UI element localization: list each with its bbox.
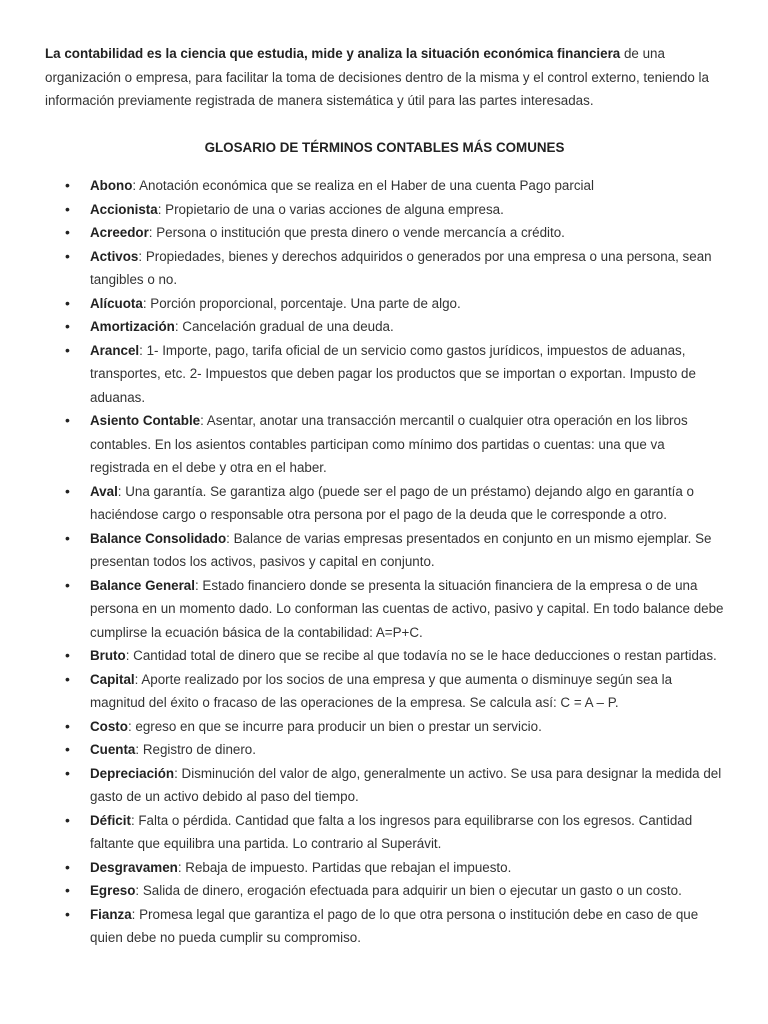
bullet-icon: •	[65, 811, 70, 828]
glossary-definition: : Cantidad total de dinero que se recibe al que todavía no se le hace deducciones o restan partidas.	[125, 648, 717, 663]
bullet-icon: •	[65, 764, 70, 781]
bullet-icon: •	[65, 177, 70, 193]
bullet-icon: •	[65, 224, 70, 240]
glossary-item	[45, 245, 724, 292]
bullet-icon: •	[65, 647, 70, 663]
bullet-icon: •	[65, 905, 70, 922]
glossary-term: Abono	[90, 178, 133, 193]
bullet-icon: •	[65, 318, 70, 334]
glossary-item	[45, 480, 724, 527]
bullet-icon: •	[65, 858, 70, 875]
bullet-icon: •	[65, 294, 70, 311]
glossary-item	[45, 809, 724, 856]
glossary-item	[45, 715, 724, 739]
glossary-definition: : Una garantía. Se garantiza algo (puede ser el pago de un préstamo) dejando algo en garantía o haciéndose cargo o responsable otra persona por el pago de la deuda que le corresponde a otro.	[90, 483, 694, 522]
bullet-icon: •	[65, 576, 70, 593]
glossary-item	[45, 762, 724, 809]
bullet-icon: •	[65, 341, 70, 358]
glossary-definition: : Anotación económica que se realiza en el Haber de una cuenta Pago parcial	[132, 178, 594, 193]
glossary-definition: : Porción proporcional, porcentaje. Una parte de algo.	[142, 295, 461, 311]
glossary-item	[45, 292, 724, 316]
glossary-definition: : Estado financiero donde se presenta la situación financiera de la empresa o de una persona en un momento dado. Lo conforman las cuentas de activo, pasivo y capital. En todo balance debe cumplirse la ecuación básica de la contabilidad: A=P+C.	[90, 577, 724, 640]
glossary-term: Balance General	[90, 577, 195, 593]
glossary-definition: : Persona o institución que presta dinero o vende mercancía a crédito.	[148, 225, 565, 240]
glossary-item	[45, 198, 724, 222]
bullet-icon: •	[65, 670, 70, 687]
bullet-icon: •	[65, 247, 70, 264]
glossary-item	[45, 574, 724, 645]
glossary-item	[45, 668, 724, 715]
glossary-term: Alícuota	[90, 295, 143, 311]
glossary-term: Depreciación	[90, 765, 175, 781]
glossary-term: Aval	[90, 483, 118, 499]
glossary-term: Acreedor	[90, 225, 149, 240]
bullet-icon: •	[65, 482, 70, 499]
bullet-icon: •	[65, 412, 70, 428]
glossary-term: Desgravamen	[90, 859, 178, 875]
glossary-definition: : Propietario de una o varias acciones de alguna empresa.	[157, 201, 504, 217]
glossary-definition: : Aporte realizado por los socios de una empresa y que aumenta o disminuye según sea la magnitud del éxito o fracaso de las operaciones de la empresa. Se calcula así: C = A – P.	[90, 671, 673, 710]
glossary-definition: : Propiedades, bienes y derechos adquiridos o generados por una empresa o una persona, sean tangibles o no.	[90, 248, 712, 287]
glossary-definition: : Falta o pérdida. Cantidad que falta a los ingresos para equilibrarse con los egresos. Cantidad faltante que equilibra una partida. Lo contrario al Superávit.	[90, 812, 693, 851]
glossary-term: Egreso	[90, 883, 136, 898]
glossary-term: Costo	[90, 718, 128, 734]
glossary-term: Bruto	[90, 648, 126, 663]
glossary-definition: : Asentar, anotar una transacción mercantil o cualquier otra operación en los libros contables. En los asientos contables participan como mínimo dos partidas o cuentas: una que va registrada en el debe y otra en el haber.	[90, 413, 688, 475]
glossary-definition: : Rebaja de impuesto. Partidas que rebajan el impuesto.	[177, 859, 512, 875]
glossary-item	[45, 527, 724, 574]
glossary-item	[45, 315, 724, 339]
glossary-item	[45, 174, 724, 198]
glossary-item	[45, 644, 724, 668]
glossary-item	[45, 856, 724, 880]
glossary-definition: : Cancelación gradual de una deuda.	[174, 319, 394, 334]
glossary-term: Déficit	[90, 812, 131, 828]
bullet-icon: •	[65, 717, 70, 734]
glossary-definition: : Promesa legal que garantiza el pago de lo que otra persona o institución debe en caso de que quien debe no pueda cumplir su compromiso.	[90, 906, 699, 945]
glossary-item	[45, 903, 724, 950]
glossary-definition: : Balance de varias empresas presentados en conjunto en un mismo ejemplar. Se presentan todos los activos, pasivos y capital en conjunto.	[90, 530, 712, 569]
glossary-item	[45, 738, 724, 762]
glossary-item	[45, 221, 724, 245]
intro-paragraph	[45, 42, 724, 113]
glossary-definition: : 1- Importe, pago, tarifa oficial de un servicio como gastos jurídicos, impuestos de aduanas, transportes, etc. 2- Impuestos que deben pagar los productos que se importan o exportan. Impusto de aduanas.	[90, 342, 696, 405]
glossary-definition: : Registro de dinero.	[135, 742, 256, 757]
intro-bold-text: La contabilidad es la ciencia que estudia, mide y analiza la situación económica financiera	[45, 46, 621, 61]
glossary-term: Arancel	[90, 342, 140, 358]
intro-text: de una organización o empresa, para facilitar la toma de decisiones dentro de la misma y el control externo, teniendo la información previamente registrada de manera sistemática y útil para las partes interesadas.	[45, 46, 709, 108]
bullet-icon: •	[65, 529, 70, 546]
glossary-term: Accionista	[90, 201, 158, 217]
glossary-item	[45, 409, 724, 480]
glossary-definition: : Disminución del valor de algo, generalmente un activo. Se usa para designar la medida del gasto de un activo debido al paso del tiempo.	[90, 765, 722, 804]
glossary-definition: : egreso en que se incurre para producir un bien o prestar un servicio.	[127, 718, 542, 734]
bullet-icon: •	[65, 741, 70, 757]
bullet-icon: •	[65, 200, 70, 217]
glossary-term: Capital	[90, 671, 135, 687]
glossary-item	[45, 339, 724, 410]
glossary-term: Amortización	[90, 319, 175, 334]
glossary-term: Asiento Contable	[90, 413, 201, 428]
bullet-icon: •	[65, 882, 70, 898]
glossary-list	[45, 174, 724, 950]
glossary-definition: : Salida de dinero, erogación efectuada para adquirir un bien o ejecutar un gasto o un costo.	[135, 883, 682, 898]
glossary-title: GLOSARIO DE TÉRMINOS CONTABLES MÁS COMUNES	[204, 139, 565, 155]
glossary-term: Fianza	[90, 906, 132, 922]
glossary-term: Balance Consolidado	[90, 530, 227, 546]
glossary-term: Activos	[90, 248, 139, 264]
glossary-term: Cuenta	[90, 742, 136, 757]
glossary-item	[45, 879, 724, 903]
